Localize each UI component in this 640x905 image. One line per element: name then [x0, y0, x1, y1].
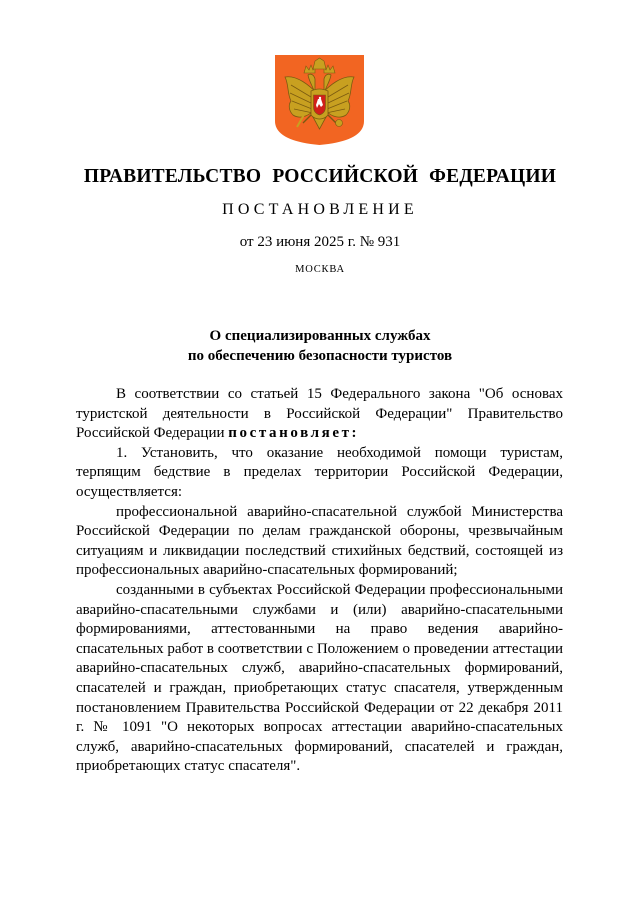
subject-line-1: О специализированных службах — [209, 328, 431, 344]
subject-line-2: по обеспечению безопасности туристов — [187, 347, 453, 364]
paragraph-1: 1. Установить, что оказание необходимой помощи туристам, терпящим бедствие в пределах территории Российской Федерации, осуществляется: — [76, 444, 563, 500]
paragraph-2: профессиональной аварийно-спасательной службой Министерства Российской Федерации по делам гражданской обороны, чрезвычайным ситуациям и ликвидации последствий стихийных бедствий, состоящей из профессиональных аварийно-спасательных формирований; — [76, 503, 563, 579]
coat-of-arms-icon — [275, 55, 364, 145]
document-type: ПОСТАНОВЛЕНИЕ — [222, 201, 418, 218]
document-subject — [150, 327, 490, 366]
preamble-paragraph — [76, 385, 563, 444]
government-title: ПРАВИТЕЛЬСТВО РОССИЙСКОЙ ФЕДЕРАЦИИ — [83, 166, 557, 187]
preamble-text: В соответствии со статьей 15 Федерального закона "Об основах туристской деятельности в Российской Федерации" Правительство Российской Федерации — [76, 386, 563, 442]
decree-word: постановляет: — [228, 425, 360, 442]
paragraph-3: созданными в субъектах Российской Федерации профессиональными аварийно-спасательными службами и (или) аварийно-спасательными формированиями, аттестованными на право ведения аварийно-спасательных работ в соответствии с Положением о проведении аттестации аварийно-спасательных служб, аварийно-спасательных формирований, спасателей и граждан, приобретающих статус спасателя, утвержденным постановлением Правительства Российской Федерации от 22 декабря 2011 г. № 1091 "О некоторых вопросах аттестации аварийно-спасательных служб, аварийно-спасательных формирований, спасателей и граждан, приобретающих статус спасателя". — [76, 581, 563, 775]
document-body — [76, 385, 563, 777]
document-date-number: от 23 июня 2025 г. № 931 — [239, 234, 401, 250]
document-city: МОСКВА — [295, 264, 345, 275]
